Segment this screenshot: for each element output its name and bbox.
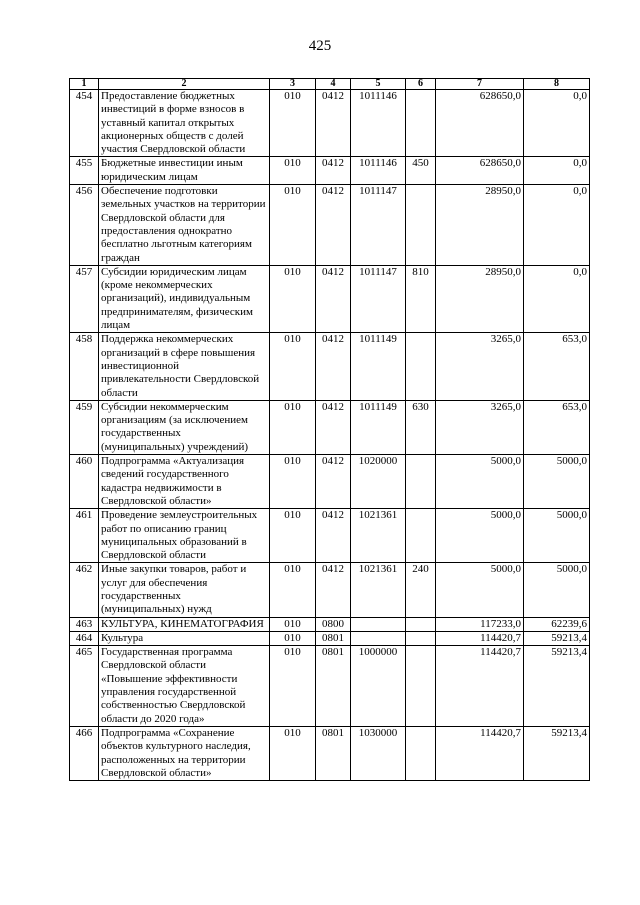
amount-col8: 59213,4 xyxy=(524,631,590,645)
amount-col8: 0,0 xyxy=(524,157,590,185)
target-code: 1011147 xyxy=(351,265,406,332)
amount-col8: 5000,0 xyxy=(524,455,590,509)
table-row xyxy=(70,631,590,645)
admin-code: 010 xyxy=(270,265,316,332)
amount-col8: 5000,0 xyxy=(524,563,590,617)
header-cell: 8 xyxy=(524,79,590,90)
section-code: 0800 xyxy=(316,617,351,631)
target-code: 1030000 xyxy=(351,726,406,780)
table-row xyxy=(70,646,590,727)
section-code: 0412 xyxy=(316,400,351,454)
amount-col7: 114420,7 xyxy=(436,631,524,645)
header-cell: 4 xyxy=(316,79,351,90)
amount-col8: 62239,6 xyxy=(524,617,590,631)
expense-type-code xyxy=(406,333,436,400)
item-name: Бюджетные инвестиции иным юридическим лицам xyxy=(99,157,270,185)
expense-type-code xyxy=(406,185,436,266)
table-row xyxy=(70,509,590,563)
admin-code: 010 xyxy=(270,400,316,454)
row-number: 454 xyxy=(70,90,99,157)
table-row xyxy=(70,185,590,266)
table-row xyxy=(70,157,590,185)
amount-col7: 28950,0 xyxy=(436,265,524,332)
admin-code: 010 xyxy=(270,333,316,400)
header-row xyxy=(70,79,590,90)
amount-col7: 114420,7 xyxy=(436,726,524,780)
header-cell: 5 xyxy=(351,79,406,90)
amount-col7: 628650,0 xyxy=(436,90,524,157)
amount-col7: 114420,7 xyxy=(436,646,524,727)
header-cell: 7 xyxy=(436,79,524,90)
target-code: 1011146 xyxy=(351,157,406,185)
row-number: 457 xyxy=(70,265,99,332)
amount-col8: 5000,0 xyxy=(524,509,590,563)
row-number: 461 xyxy=(70,509,99,563)
admin-code: 010 xyxy=(270,617,316,631)
table-row xyxy=(70,455,590,509)
item-name: Субсидии юридическим лицам (кроме некоммерческих организаций), индивидуальным предпринимателям, физическим лицам xyxy=(99,265,270,332)
target-code: 1020000 xyxy=(351,455,406,509)
amount-col7: 3265,0 xyxy=(436,400,524,454)
expense-type-code: 450 xyxy=(406,157,436,185)
item-name: КУЛЬТУРА, КИНЕМАТОГРАФИЯ xyxy=(99,617,270,631)
page-number: 425 xyxy=(308,38,332,54)
section-code: 0412 xyxy=(316,333,351,400)
amount-col8: 59213,4 xyxy=(524,646,590,727)
amount-col8: 0,0 xyxy=(524,265,590,332)
header-cell: 3 xyxy=(270,79,316,90)
row-number: 458 xyxy=(70,333,99,400)
item-name: Предоставление бюджетных инвестиций в форме взносов в уставный капитал открытых акционерных обществ с долей участия Свердловской области xyxy=(99,90,270,157)
admin-code: 010 xyxy=(270,563,316,617)
item-name: Культура xyxy=(99,631,270,645)
section-code: 0801 xyxy=(316,646,351,727)
admin-code: 010 xyxy=(270,157,316,185)
expense-type-code xyxy=(406,455,436,509)
item-name: Обеспечение подготовки земельных участков на территории Свердловской области для предоставления однократно бесплатно льготным категориям граждан xyxy=(99,185,270,266)
table-body xyxy=(70,90,590,781)
row-number: 456 xyxy=(70,185,99,266)
item-name: Подпрограмма «Сохранение объектов культурного наследия, расположенных на территории Свердловской области» xyxy=(99,726,270,780)
amount-col8: 653,0 xyxy=(524,400,590,454)
table-row xyxy=(70,400,590,454)
expense-type-code xyxy=(406,509,436,563)
item-name: Проведение землеустроительных работ по описанию границ муниципальных образований в Свердловской области xyxy=(99,509,270,563)
table-row xyxy=(70,333,590,400)
header-cell: 6 xyxy=(406,79,436,90)
expense-type-code xyxy=(406,631,436,645)
section-code: 0412 xyxy=(316,563,351,617)
amount-col7: 5000,0 xyxy=(436,563,524,617)
admin-code: 010 xyxy=(270,90,316,157)
row-number: 464 xyxy=(70,631,99,645)
section-code: 0412 xyxy=(316,455,351,509)
row-number: 463 xyxy=(70,617,99,631)
item-name: Иные закупки товаров, работ и услуг для обеспечения государственных (муниципальных) нужд xyxy=(99,563,270,617)
admin-code: 010 xyxy=(270,646,316,727)
row-number: 465 xyxy=(70,646,99,727)
section-code: 0412 xyxy=(316,265,351,332)
target-code: 1011149 xyxy=(351,333,406,400)
row-number: 455 xyxy=(70,157,99,185)
target-code: 1021361 xyxy=(351,563,406,617)
row-number: 466 xyxy=(70,726,99,780)
admin-code: 010 xyxy=(270,631,316,645)
expense-type-code xyxy=(406,617,436,631)
budget-table xyxy=(69,78,590,781)
target-code: 1011146 xyxy=(351,90,406,157)
section-code: 0412 xyxy=(316,90,351,157)
amount-col7: 3265,0 xyxy=(436,333,524,400)
admin-code: 010 xyxy=(270,455,316,509)
item-name: Субсидии некоммерческим организациям (за исключением государственных (муниципальных) учреждений) xyxy=(99,400,270,454)
table-row xyxy=(70,265,590,332)
target-code xyxy=(351,631,406,645)
target-code: 1021361 xyxy=(351,509,406,563)
target-code xyxy=(351,617,406,631)
section-code: 0801 xyxy=(316,631,351,645)
item-name: Государственная программа Свердловской области «Повышение эффективности управления государственной собственностью Свердловской области до 2020 года» xyxy=(99,646,270,727)
expense-type-code xyxy=(406,726,436,780)
amount-col7: 628650,0 xyxy=(436,157,524,185)
section-code: 0412 xyxy=(316,509,351,563)
row-number: 462 xyxy=(70,563,99,617)
section-code: 0801 xyxy=(316,726,351,780)
item-name: Поддержка некоммерческих организаций в сфере повышения инвестиционной привлекательности Свердловской области xyxy=(99,333,270,400)
table-row xyxy=(70,617,590,631)
amount-col7: 5000,0 xyxy=(436,509,524,563)
expense-type-code: 240 xyxy=(406,563,436,617)
table-row xyxy=(70,90,590,157)
amount-col7: 5000,0 xyxy=(436,455,524,509)
target-code: 1000000 xyxy=(351,646,406,727)
expense-type-code xyxy=(406,90,436,157)
table-row xyxy=(70,726,590,780)
header-cell: 2 xyxy=(99,79,270,90)
table-row xyxy=(70,563,590,617)
target-code: 1011149 xyxy=(351,400,406,454)
row-number: 459 xyxy=(70,400,99,454)
row-number: 460 xyxy=(70,455,99,509)
admin-code: 010 xyxy=(270,185,316,266)
expense-type-code: 630 xyxy=(406,400,436,454)
header-cell: 1 xyxy=(70,79,99,90)
amount-col8: 59213,4 xyxy=(524,726,590,780)
section-code: 0412 xyxy=(316,185,351,266)
amount-col8: 653,0 xyxy=(524,333,590,400)
section-code: 0412 xyxy=(316,157,351,185)
amount-col7: 117233,0 xyxy=(436,617,524,631)
target-code: 1011147 xyxy=(351,185,406,266)
amount-col8: 0,0 xyxy=(524,185,590,266)
admin-code: 010 xyxy=(270,726,316,780)
expense-type-code: 810 xyxy=(406,265,436,332)
item-name: Подпрограмма «Актуализация сведений государственного кадастра недвижимости в Свердловской области» xyxy=(99,455,270,509)
amount-col7: 28950,0 xyxy=(436,185,524,266)
expense-type-code xyxy=(406,646,436,727)
admin-code: 010 xyxy=(270,509,316,563)
amount-col8: 0,0 xyxy=(524,90,590,157)
